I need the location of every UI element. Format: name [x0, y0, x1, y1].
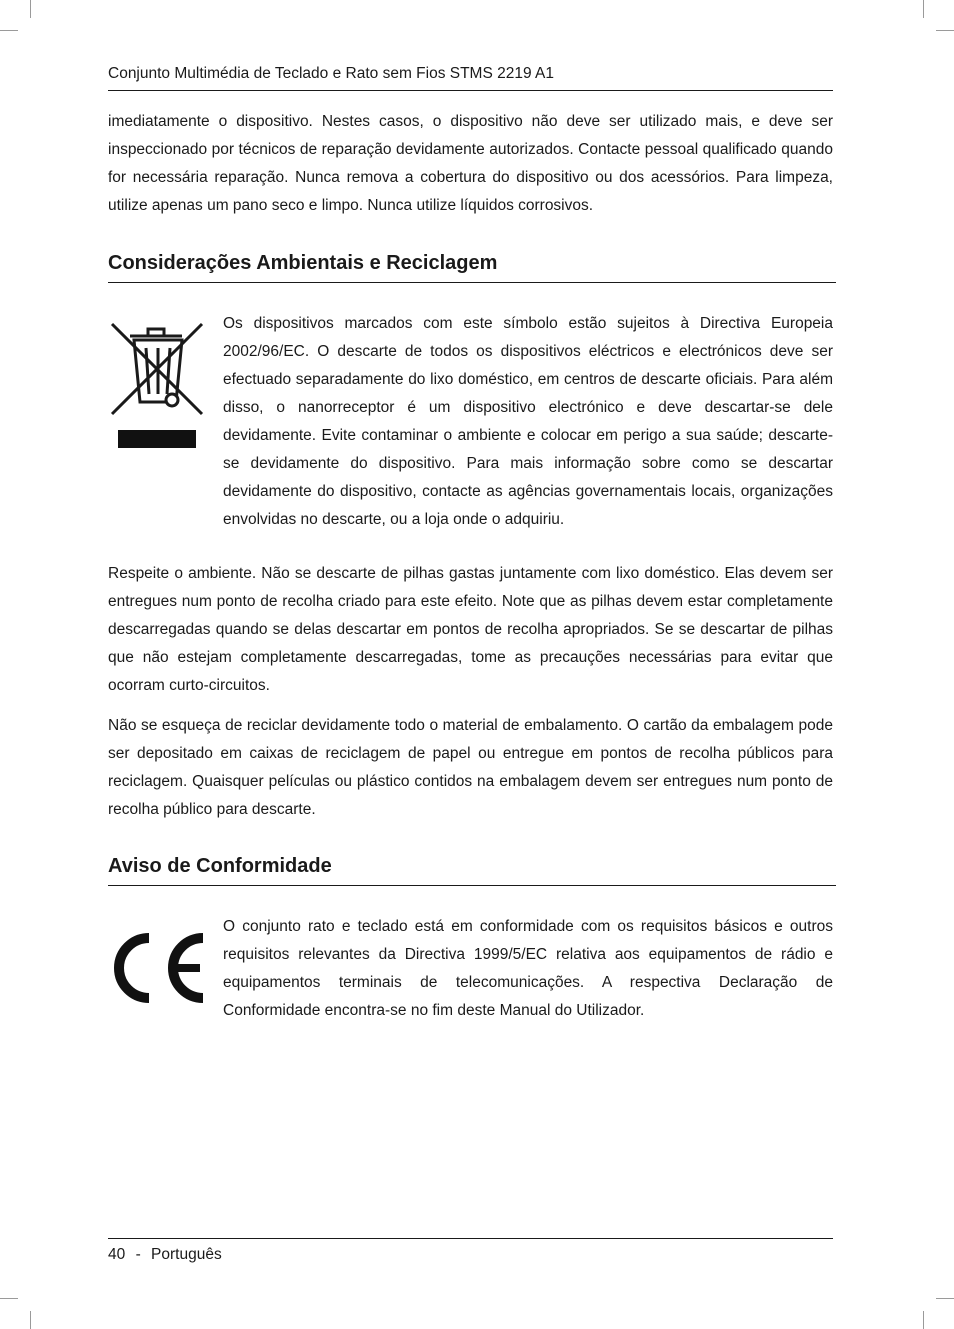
intro-paragraph: imediatamente o dispositivo. Nestes casos, o dispositivo não deve ser utilizado mais, e deve ser inspeccionado por técnicos de reparação devidamente autorizados. Contacte pessoal qualificado quando for necessária reparação. Nunca remova a cobertura do dispositivo ou dos acessórios. Para limpeza, utilize apenas um pano seco e limpo. Nunca utilize líquidos corrosivos. [108, 113, 833, 214]
crop-mark [936, 30, 954, 31]
crop-mark [30, 1311, 31, 1329]
ce-mark-icon [110, 932, 210, 1004]
page-number: 40 [108, 1246, 126, 1263]
packaging-paragraph: Não se esqueça de reciclar devidamente todo o material de embalamento. O cartão da embalagem pode ser depositado em caixas de reciclagem de papel ou entregue em pontos de recolha públicos para reciclagem. Quaisquer películas ou plástico contidos na embalagem devem ser entregues num ponto de recolha público para descarte. [108, 717, 833, 818]
crop-mark [0, 30, 18, 31]
running-header [108, 62, 833, 91]
header-title: Conjunto Multimédia de Teclado e Rato sem Fios STMS 2219 A1 [108, 65, 555, 82]
crop-mark [30, 0, 31, 18]
crop-mark [923, 0, 924, 18]
conformity-paragraph: O conjunto rato e teclado está em conformidade com os requisitos básicos e outros requisitos relevantes da Directiva 1999/5/EC relativa aos equipamentos de rádio e equipamentos terminais de telecomunicações. A respectiva Declaração de Conformidade encontra-se no fim deste Manual do Utilizador. [223, 918, 833, 1019]
crop-mark [936, 1298, 954, 1299]
crop-mark [923, 1311, 924, 1329]
batteries-paragraph: Respeite o ambiente. Não se descarte de pilhas gastas juntamente com lixo doméstico. Elas devem ser entregues num ponto de recolha criado para este efeito. Note que as pilhas devem estar completamente descarregadas quando se delas descartar em pontos de recolha apropriados. Se se descartar de pilhas que não estejam completamente descarregadas, tome as precauções necessárias para evitar que ocorram curto-circuitos. [108, 565, 833, 694]
footer-language: Português [151, 1246, 222, 1263]
crop-mark [0, 1298, 18, 1299]
weee-paragraph: Os dispositivos marcados com este símbolo estão sujeitos à Directiva Europeia 2002/96/EC. O descarte de todos os dispositivos eléctricos e electrónicos deve ser efectuado separadamente do lixo doméstico, em centros de descarte oficiais. Para além disso, o nanorreceptor é um dispositivo electrónico e deve descartar-se dele devidamente. Evite contaminar o ambiente e colocar em perigo a sua saúde; descarte-se devidamente do dispositivo. Para mais informação sobre como se descartar devidamente do dispositivo, contacte as agências governamentais locais, organizações envolvidas no descarte, ou a loja onde o adquiriu. [223, 315, 833, 528]
footer-separator: - [135, 1246, 141, 1263]
section-heading-environment: Considerações Ambientais e Reciclagem [108, 248, 836, 283]
section-heading-conformity: Aviso de Conformidade [108, 851, 836, 886]
crossed-out-wheelie-bin-icon [108, 318, 206, 452]
page-footer [108, 1238, 833, 1267]
